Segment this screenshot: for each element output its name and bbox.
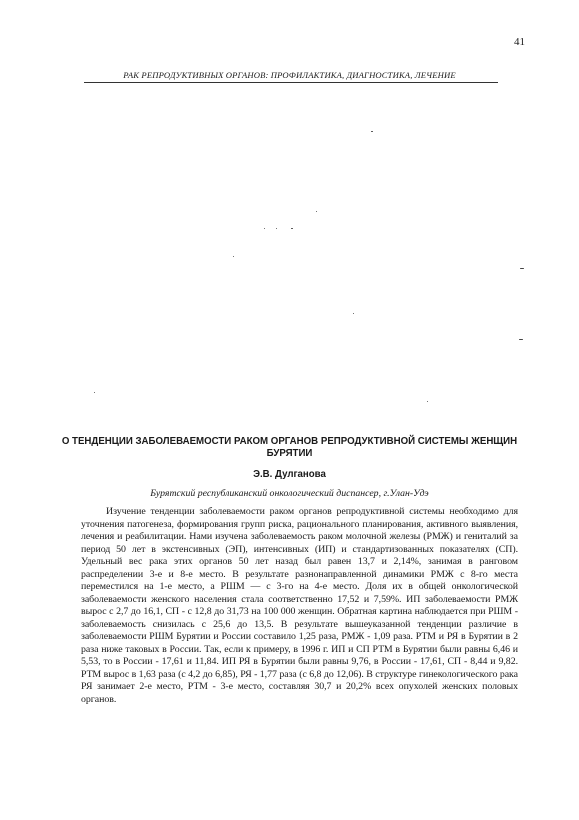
scan-speck (520, 268, 524, 269)
scan-speck (291, 228, 293, 229)
scan-speck (519, 339, 523, 340)
scan-speck (427, 401, 428, 402)
article-author: Э.В. Дулганова (253, 469, 326, 480)
running-header: РАК РЕПРОДУКТИВНЫХ ОРГАНОВ: ПРОФИЛАКТИКА, ДИАГНОСТИКА, ЛЕЧЕНИЕ (123, 70, 456, 80)
scan-speck (353, 313, 354, 314)
scan-speck (94, 392, 95, 393)
page-number: 41 (514, 36, 525, 48)
scan-speck (371, 131, 373, 132)
scan-speck (264, 228, 265, 229)
scan-speck (276, 228, 277, 229)
article-body: Изучение тенденции заболеваемости раком органов репродуктивной системы необходимо для уточнения патогенеза, формирования групп риска, рационального планирования, активного выявления, лечения и реабилитации. Нами изучена заболеваемость раком молочной железы (РМЖ) и гениталий за период 50 лет в экстенсивных (ЭП), интенсивных (ИП) и стандартизованных показателях (СП). Удельный вес рака этих органов 50 лет назад был равен 13,7 и 2,14%, занимая в ранговом распределении 3-е и 8-е место. В результате разнонаправленной динамики РМЖ с 8-го места переместился на 1-е место, а РШМ — с 3-го на 4-е место. Доля их в общей онкологической заболеваемости женского населения стала соответственно 17,52 и 7,59%. ИП заболеваемости РМЖ вырос с 2,7 до 16,1, СП - с 12,8 до 31,73 на 100 000 женщин. Обратная картина наблюдается при РШМ - заболеваемость снизилась с 25,6 до 13,5. В результате вышеуказанной тенденции различие в заболеваемости РШМ Бурятии и России составило 1,25 раза, РМЖ - 1,09 раза. РТМ и РЯ в Бурятии в 2 раза ниже таковых в России. Так, если к примеру, в 1996 г. ИП и СП РТМ в Бурятии были равны 6,46 и 5,53, то в России - 17,61 и 11,84. ИП РЯ в Бурятии были равны 9,76, в России - 17,61, СП - 8,44 и 9,82. РТМ вырос в 1,63 раза (с 4,2 до 6,85), РЯ - 1,77 раза (с 6,8 до 12,06). В структуре гинекологического рака РЯ занимает 2-е место, РТМ - 3-е место, составляя 30,7 и 20,2% всех опухолей женских половых органов. (81, 506, 518, 705)
article-affiliation: Бурятский республиканский онкологический диспансер, г.Улан-Удэ (150, 488, 429, 499)
article-title: О ТЕНДЕНЦИИ ЗАБОЛЕВАЕМОСТИ РАКОМ ОРГАНОВ РЕПРОДУКТИВНОЙ СИСТЕМЫ ЖЕНЩИН БУРЯТИИ (61, 436, 518, 459)
scan-speck (316, 211, 317, 212)
scan-speck (233, 256, 234, 257)
header-rule (84, 82, 498, 83)
